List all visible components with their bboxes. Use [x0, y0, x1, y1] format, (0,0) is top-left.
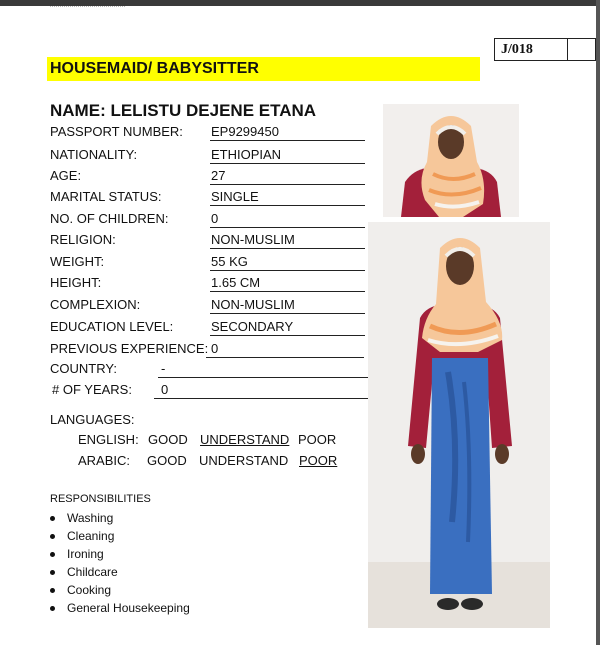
- experience-value-text: 0: [211, 341, 219, 356]
- level-understand: UNDERSTAND: [199, 453, 289, 468]
- detail-label: COMPLEXION:: [50, 297, 141, 312]
- name-value: LELISTU DEJENE ETANA: [110, 101, 317, 120]
- level-poor: POOR: [298, 432, 337, 447]
- detail-label: NO. OF CHILDREN:: [50, 211, 169, 226]
- country-value-text: -: [161, 361, 166, 376]
- detail-label: HEIGHT:: [50, 275, 102, 290]
- detail-label: COUNTRY:: [50, 361, 117, 376]
- level-good: GOOD: [147, 453, 187, 468]
- portrait-photo: [383, 104, 519, 217]
- reference-box-divider: [567, 39, 568, 60]
- bullet-icon: [50, 516, 55, 521]
- detail-value: [206, 341, 364, 358]
- responsibility-text: Washing: [67, 511, 114, 525]
- detail-label: PASSPORT NUMBER:: [50, 124, 183, 139]
- detail-label: # OF YEARS:: [52, 382, 132, 397]
- language-name-english: ENGLISH:: [78, 432, 139, 447]
- level-understand-selected: UNDERSTAND: [200, 432, 290, 447]
- detail-label: RELIGION:: [50, 232, 116, 247]
- bullet-icon: [50, 534, 55, 539]
- name-label: NAME: [50, 101, 101, 120]
- list-item: [50, 583, 190, 601]
- detail-value: EP9299450: [210, 124, 365, 141]
- detail-value: 27: [210, 168, 365, 185]
- detail-value: SINGLE: [210, 189, 365, 206]
- detail-value: [154, 382, 369, 399]
- detail-value: ETHIOPIAN: [210, 147, 365, 164]
- detail-label: NATIONALITY:: [50, 147, 138, 162]
- detail-value: 1.65 CM: [210, 275, 365, 292]
- list-item: [50, 547, 190, 565]
- bullet-icon: [50, 570, 55, 575]
- detail-label: WEIGHT:: [50, 254, 105, 269]
- languages-label: LANGUAGES:: [50, 412, 135, 427]
- bullet-icon: [50, 588, 55, 593]
- language-name-arabic: ARABIC:: [78, 453, 131, 468]
- detail-label: AGE:: [50, 168, 82, 183]
- detail-value: SECONDARY: [210, 319, 365, 336]
- full-body-illustration: [368, 222, 550, 628]
- responsibilities-heading: RESPONSIBILITIES: [50, 493, 151, 505]
- detail-label: PREVIOUS EXPERIENCE:: [50, 341, 209, 356]
- reference-code: J/018: [501, 42, 533, 57]
- level-good: GOOD: [148, 432, 188, 447]
- years-value-text: 0: [161, 382, 169, 397]
- full-body-photo: [368, 222, 550, 628]
- responsibilities-list: [50, 511, 190, 619]
- candidate-name: NAME: LELISTU DEJENE ETANA: [50, 101, 317, 120]
- list-item: [50, 565, 190, 583]
- viewer-scrollbar[interactable]: [596, 0, 600, 645]
- detail-value: [158, 361, 368, 378]
- detail-label: EDUCATION LEVEL:: [50, 319, 174, 334]
- detail-label: MARITAL STATUS:: [50, 189, 162, 204]
- responsibility-text: Cooking: [67, 583, 112, 597]
- detail-value: 55 KG: [210, 254, 365, 271]
- responsibility-text: Ironing: [67, 547, 104, 561]
- list-item: [50, 511, 190, 529]
- bullet-icon: [50, 552, 55, 557]
- list-item: [50, 529, 190, 547]
- responsibility-text: Cleaning: [67, 529, 115, 543]
- job-title: HOUSEMAID/ BABYSITTER: [47, 57, 480, 81]
- page-edge-marker: [50, 6, 125, 7]
- list-item: [50, 601, 190, 619]
- responsibility-text: Childcare: [67, 565, 118, 579]
- portrait-illustration: [383, 104, 519, 217]
- bullet-icon: [50, 606, 55, 611]
- detail-value: NON-MUSLIM: [210, 232, 365, 249]
- level-poor-selected: POOR: [299, 453, 338, 468]
- reference-code-box: [494, 38, 596, 61]
- detail-value: NON-MUSLIM: [210, 297, 365, 314]
- detail-value: 0: [210, 211, 365, 228]
- responsibility-text: General Housekeeping: [67, 601, 190, 615]
